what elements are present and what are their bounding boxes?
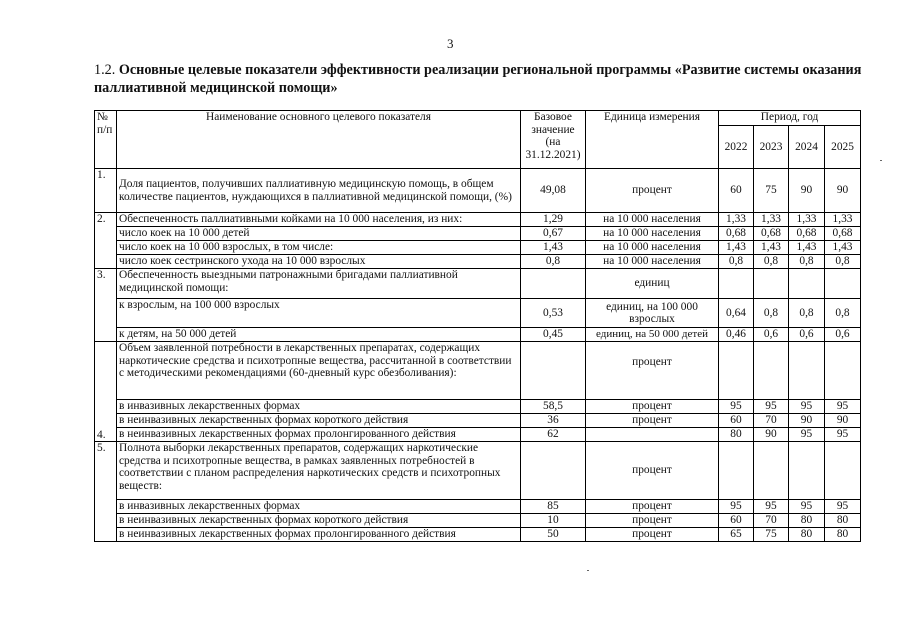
- row-value: [719, 269, 754, 299]
- row-value: [754, 269, 789, 299]
- row-base: [521, 342, 586, 400]
- row-name: в неинвазивных лекарственных формах пролонгированного действия: [117, 428, 521, 442]
- row-value: 80: [789, 528, 825, 542]
- row-value: 95: [719, 500, 754, 514]
- row-name: число коек сестринского ухода на 10 000 взрослых: [117, 255, 521, 269]
- row-value: 80: [719, 428, 754, 442]
- row-value: [754, 342, 789, 400]
- row-base: 1,43: [521, 241, 586, 255]
- row-name: Доля пациентов, получивших паллиативную медицинскую помощь, в общем количестве пациентов, нуждающихся в паллиативной медицинской помощи, (%): [117, 169, 521, 213]
- row-value: 80: [789, 514, 825, 528]
- row-value: 60: [719, 414, 754, 428]
- header-year: 2024: [789, 126, 825, 169]
- row-name: Обеспеченность паллиативными койками на 10 000 населения, из них:: [117, 213, 521, 227]
- row-value: 95: [789, 400, 825, 414]
- row-value: 70: [754, 414, 789, 428]
- row-name: в инвазивных лекарственных формах: [117, 500, 521, 514]
- row-value: 0,68: [789, 227, 825, 241]
- row-name: в неинвазивных лекарственных формах пролонгированного действия: [117, 528, 521, 542]
- table-row: [95, 428, 861, 442]
- row-name: в неинвазивных лекарственных формах короткого действия: [117, 514, 521, 528]
- row-value: 90: [825, 414, 861, 428]
- row-value: 60: [719, 514, 754, 528]
- row-unit: процент: [586, 169, 719, 213]
- row-value: 0,6: [825, 328, 861, 342]
- row-value: 90: [789, 414, 825, 428]
- row-value: 0,8: [754, 255, 789, 269]
- row-value: [789, 342, 825, 400]
- row-value: 1,33: [719, 213, 754, 227]
- row-value: 1,43: [719, 241, 754, 255]
- row-name: число коек на 10 000 детей: [117, 227, 521, 241]
- row-unit: на 10 000 населения: [586, 255, 719, 269]
- row-name: в неинвазивных лекарственных формах короткого действия: [117, 414, 521, 428]
- header-base: Базовое значение (на 31.12.2021): [521, 111, 586, 169]
- header-num: № п/п: [95, 111, 117, 169]
- table-row: [95, 169, 861, 213]
- row-value: [825, 442, 861, 500]
- row-unit: процент: [586, 500, 719, 514]
- table-header-row-1: [95, 111, 861, 126]
- row-value: 60: [719, 169, 754, 213]
- header-year: 2022: [719, 126, 754, 169]
- row-unit: процент: [586, 414, 719, 428]
- row-base: 50: [521, 528, 586, 542]
- table-row: [95, 255, 861, 269]
- row-num: 2.: [95, 213, 117, 269]
- row-unit: единиц, на 100 000 взрослых: [586, 299, 719, 328]
- row-value: 95: [825, 500, 861, 514]
- row-value: 0,8: [719, 255, 754, 269]
- row-value: 1,43: [825, 241, 861, 255]
- row-unit: [586, 428, 719, 442]
- row-value: 75: [754, 528, 789, 542]
- row-value: 0,8: [754, 299, 789, 328]
- row-value: 1,33: [825, 213, 861, 227]
- table-row: [95, 213, 861, 227]
- row-value: 90: [825, 169, 861, 213]
- row-base: 0,53: [521, 299, 586, 328]
- header-name: Наименование основного целевого показателя: [117, 111, 521, 169]
- row-value: 80: [825, 528, 861, 542]
- row-value: 95: [789, 428, 825, 442]
- row-value: 95: [754, 400, 789, 414]
- row-value: 95: [825, 400, 861, 414]
- row-value: [719, 442, 754, 500]
- header-year: 2025: [825, 126, 861, 169]
- header-unit: Единица измерения: [586, 111, 719, 169]
- row-base: [521, 269, 586, 299]
- row-value: [825, 269, 861, 299]
- row-value: 70: [754, 514, 789, 528]
- row-value: 95: [754, 500, 789, 514]
- row-unit: на 10 000 населения: [586, 213, 719, 227]
- header-period: Период, год: [719, 111, 861, 126]
- row-unit: процент: [586, 342, 719, 400]
- row-value: 0,8: [789, 299, 825, 328]
- row-name: число коек на 10 000 взрослых, в том числе:: [117, 241, 521, 255]
- row-value: 0,64: [719, 299, 754, 328]
- row-value: 1,43: [789, 241, 825, 255]
- table-row: [95, 400, 861, 414]
- row-value: 75: [754, 169, 789, 213]
- row-num: 1.: [95, 169, 117, 213]
- row-value: [789, 269, 825, 299]
- table-row: [95, 342, 861, 400]
- table-row: [95, 299, 861, 328]
- row-name: к взрослым, на 100 000 взрослых: [117, 299, 521, 328]
- row-base: 85: [521, 500, 586, 514]
- row-base: 1,29: [521, 213, 586, 227]
- section-heading: [94, 61, 864, 97]
- row-value: 0,68: [719, 227, 754, 241]
- table-row: [95, 241, 861, 255]
- table-row: [95, 227, 861, 241]
- row-base: 49,08: [521, 169, 586, 213]
- row-value: 0,8: [825, 299, 861, 328]
- row-value: 95: [789, 500, 825, 514]
- section-title: Основные целевые показатели эффективности реализации региональной программы «Развитие системы оказания паллиативной медицинской помощи»: [94, 62, 862, 96]
- row-unit: процент: [586, 528, 719, 542]
- table-row: [95, 442, 861, 500]
- row-base: 0,67: [521, 227, 586, 241]
- row-base: 10: [521, 514, 586, 528]
- row-value: 95: [825, 428, 861, 442]
- row-value: [754, 442, 789, 500]
- row-unit: процент: [586, 442, 719, 500]
- row-value: 95: [719, 400, 754, 414]
- row-value: 0,8: [825, 255, 861, 269]
- scan-speck: [587, 570, 589, 571]
- row-unit: единиц, на 50 000 детей: [586, 328, 719, 342]
- table-row: [95, 500, 861, 514]
- row-name: Объем заявленной потребности в лекарственных препаратах, содержащих наркотические средства и психотропные вещества, рассчитанной в соответствии с методическими рекомендациями (60-дневный курс обезболивания):: [117, 342, 521, 400]
- row-base: 58,5: [521, 400, 586, 414]
- page-number: 3: [447, 36, 454, 51]
- table-row: [95, 528, 861, 542]
- header-year: 2023: [754, 126, 789, 169]
- row-value: 0,46: [719, 328, 754, 342]
- row-name: Полнота выборки лекарственных препаратов, содержащих наркотические средства и психотропные вещества, в рамках заявленных потребностей в соответствии с планом распределения наркотических средств и психотропных веществ:: [117, 442, 521, 500]
- row-name: к детям, на 50 000 детей: [117, 328, 521, 342]
- row-base: [521, 442, 586, 500]
- table-row: [95, 514, 861, 528]
- indicators-table: [94, 110, 861, 542]
- row-value: [789, 442, 825, 500]
- row-value: [825, 342, 861, 400]
- row-value: 0,6: [754, 328, 789, 342]
- row-unit: процент: [586, 514, 719, 528]
- row-name: Обеспеченность выездными патронажными бригадами паллиативной медицинской помощи:: [117, 269, 521, 299]
- scan-speck: [880, 160, 882, 161]
- section-number: 1.2.: [94, 62, 116, 78]
- row-value: 1,33: [789, 213, 825, 227]
- row-value: 80: [825, 514, 861, 528]
- row-value: 1,43: [754, 241, 789, 255]
- row-value: 0,68: [754, 227, 789, 241]
- table-row: [95, 328, 861, 342]
- row-num: 4.: [95, 342, 117, 442]
- row-num: 3.: [95, 269, 117, 342]
- row-base: 0,8: [521, 255, 586, 269]
- table-row: [95, 414, 861, 428]
- row-unit: на 10 000 населения: [586, 241, 719, 255]
- row-value: [719, 342, 754, 400]
- row-unit: единиц: [586, 269, 719, 299]
- row-name: в инвазивных лекарственных формах: [117, 400, 521, 414]
- row-base: 36: [521, 414, 586, 428]
- row-num: 5.: [95, 442, 117, 542]
- row-base: 0,45: [521, 328, 586, 342]
- row-value: 0,6: [789, 328, 825, 342]
- row-value: 90: [754, 428, 789, 442]
- row-value: 90: [789, 169, 825, 213]
- row-value: 0,68: [825, 227, 861, 241]
- row-value: 65: [719, 528, 754, 542]
- row-value: 1,33: [754, 213, 789, 227]
- table-row: [95, 269, 861, 299]
- row-base: 62: [521, 428, 586, 442]
- row-unit: на 10 000 населения: [586, 227, 719, 241]
- row-value: 0,8: [789, 255, 825, 269]
- row-unit: процент: [586, 400, 719, 414]
